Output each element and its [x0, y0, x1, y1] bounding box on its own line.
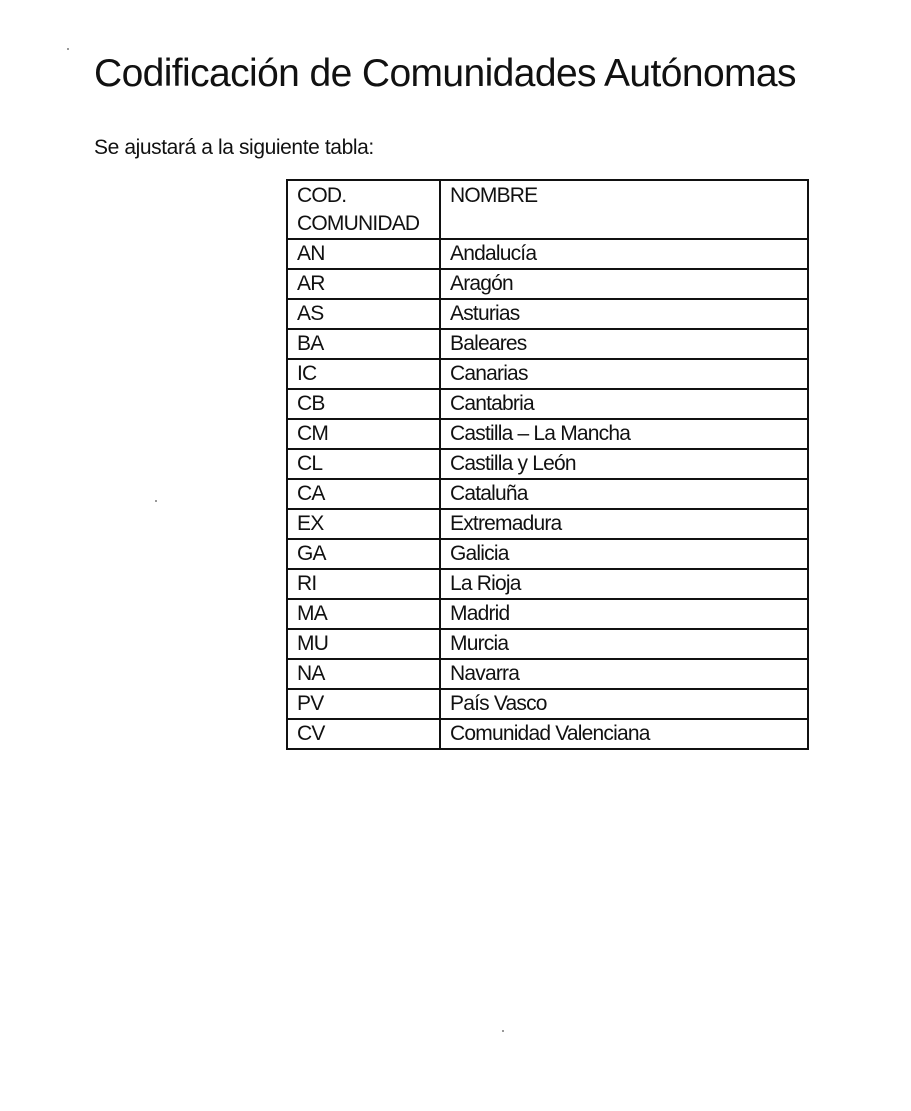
cell-code: CV	[287, 719, 440, 749]
table-row	[287, 269, 808, 299]
table-row	[287, 689, 808, 719]
table-row	[287, 419, 808, 449]
cell-name: Aragón	[440, 269, 808, 299]
table-row	[287, 659, 808, 689]
cell-code: RI	[287, 569, 440, 599]
cell-code: PV	[287, 689, 440, 719]
cell-name: Asturias	[440, 299, 808, 329]
table-row	[287, 509, 808, 539]
table-row	[287, 539, 808, 569]
table-row	[287, 359, 808, 389]
cell-code: CB	[287, 389, 440, 419]
table-row	[287, 389, 808, 419]
page-title: Codificación de Comunidades Autónomas	[94, 52, 796, 95]
cell-name: Andalucía	[440, 239, 808, 269]
header-code: COD. COMUNIDAD	[287, 180, 440, 239]
cell-name: Navarra	[440, 659, 808, 689]
cell-name: Castilla y León	[440, 449, 808, 479]
table-row	[287, 449, 808, 479]
table-row	[287, 299, 808, 329]
table-header-row	[287, 180, 808, 239]
cell-code: BA	[287, 329, 440, 359]
cell-code: AS	[287, 299, 440, 329]
cell-code: AR	[287, 269, 440, 299]
cell-code: MU	[287, 629, 440, 659]
cell-code: CL	[287, 449, 440, 479]
table-row	[287, 719, 808, 749]
cell-name: Cataluña	[440, 479, 808, 509]
cell-name: Extremadura	[440, 509, 808, 539]
cell-name: Cantabria	[440, 389, 808, 419]
cell-name: País Vasco	[440, 689, 808, 719]
table-row	[287, 479, 808, 509]
intro-text: Se ajustará a la siguiente tabla:	[94, 136, 374, 159]
cell-name: Canarias	[440, 359, 808, 389]
table-row	[287, 599, 808, 629]
cell-code: MA	[287, 599, 440, 629]
cell-code: CM	[287, 419, 440, 449]
cell-name: Baleares	[440, 329, 808, 359]
cell-name: La Rioja	[440, 569, 808, 599]
table-body	[287, 239, 808, 749]
cell-code: AN	[287, 239, 440, 269]
table-row	[287, 629, 808, 659]
table-row	[287, 239, 808, 269]
cell-code: IC	[287, 359, 440, 389]
communities-table	[286, 179, 809, 750]
table-row	[287, 569, 808, 599]
scan-speck	[155, 500, 157, 502]
table-header	[287, 180, 808, 239]
cell-name: Comunidad Valenciana	[440, 719, 808, 749]
scan-speck	[502, 1030, 504, 1032]
scan-speck	[67, 48, 69, 50]
cell-name: Murcia	[440, 629, 808, 659]
table-row	[287, 329, 808, 359]
cell-code: EX	[287, 509, 440, 539]
cell-code: NA	[287, 659, 440, 689]
cell-name: Castilla – La Mancha	[440, 419, 808, 449]
cell-name: Madrid	[440, 599, 808, 629]
cell-code: CA	[287, 479, 440, 509]
header-name: NOMBRE	[440, 180, 808, 239]
cell-name: Galicia	[440, 539, 808, 569]
cell-code: GA	[287, 539, 440, 569]
